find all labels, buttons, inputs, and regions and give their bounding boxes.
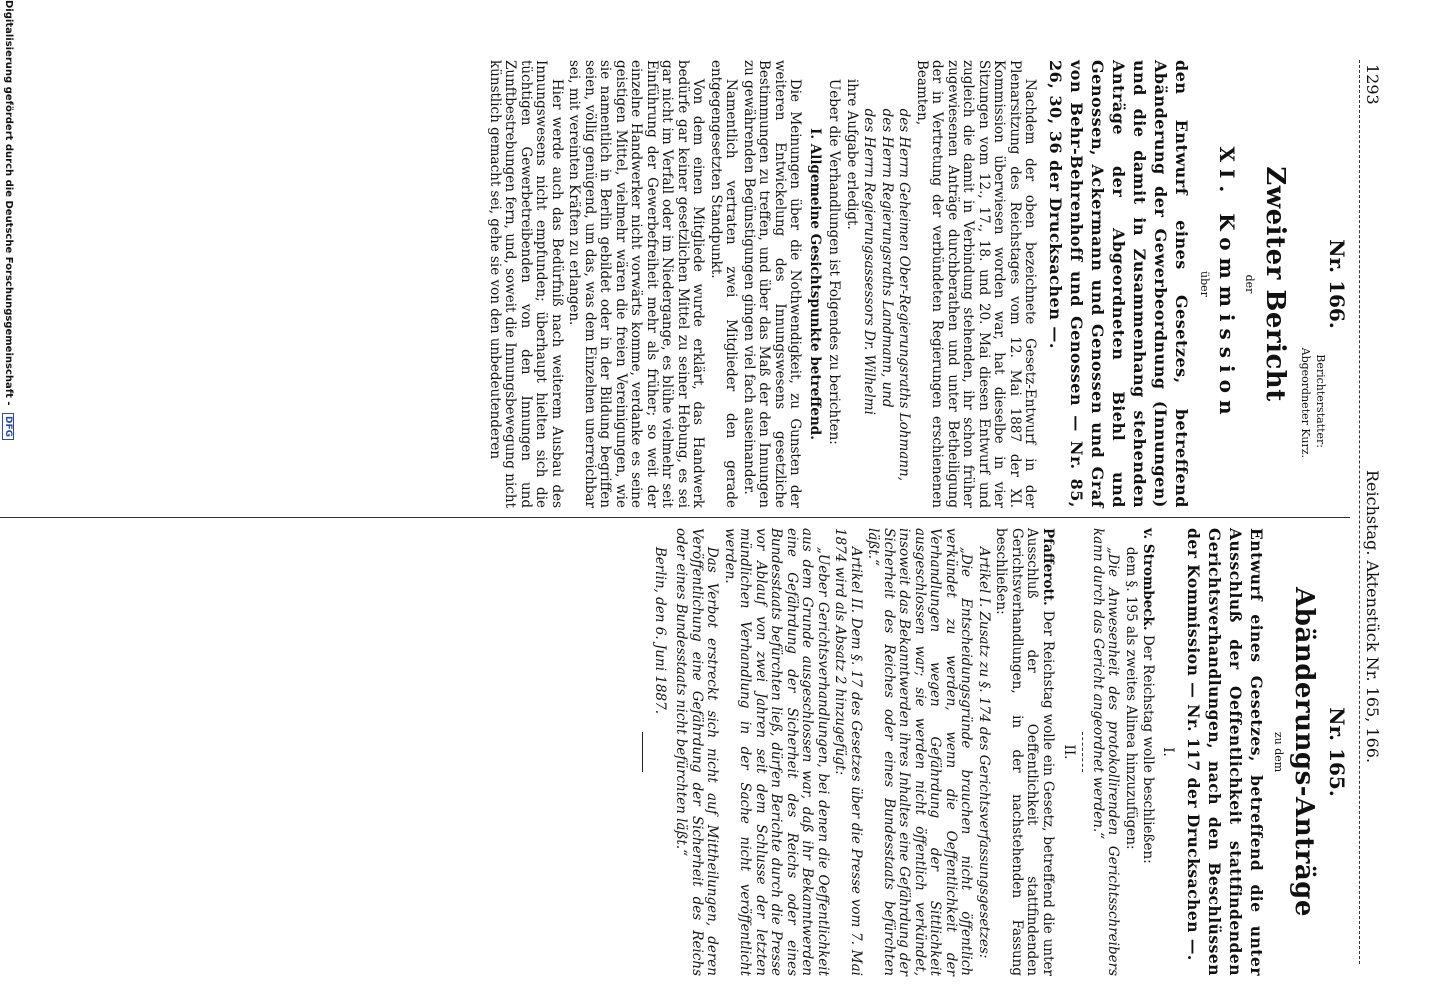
section-heading: I. Allgemeine Gesichtspunkte betreffend.: [807, 128, 823, 440]
doc166-paragraph: Die Meinungen über die Nothwendigkeit, zu Gunsten der weiteren Entwickelung des Innungswesens gesetzliche Bestimmungen zu treffen, und über das Maß der den Innungen zu gewährenden Begünstigungen gingen viel fach auseinander.: [741, 60, 804, 508]
doc165-subject: Entwurf eines Gesetzes, betreffend die unter Ausschluß der Oeffentlichkeit stattfindenden Gerichtsverhandlungen, nach den Beschlüssen der Kommission — Nr. 117 der Drucksachen —.: [1184, 528, 1266, 976]
digitization-text: Digitalisierung gefördert durch die Deutsche Forschungsgemeinschaft -: [3, 0, 14, 406]
motion-text: dem §. 195 als zweites Alinea hinzuzufügen:: [1123, 546, 1139, 850]
doc166-paragraph: Von dem einen Mitgliede wurde erklärt, das Handwerk bedürfe gar keiner gesetzlichen Mittel zu seiner Hebung, es sei gar nicht im Verfall oder im Niedergange, es blühe vielmehr seit Einführung der Gewerbefreiheit mehr als früher; so weit der einzelne Handwerker nicht vorwärts komme, verdanke es seine geistigen Mittel, vielmehr wären die freien Vereinigungen, wie sie namentlich in Berlin gebildet oder in der Bildung begriffen seien, völlig genügend, um das, was dem Einzelnen unerreichbar sei, mit vereinten Kräften zu erlangen.: [566, 60, 707, 508]
article-quote: „Die Entscheidungsgründe brauchen nicht öffentlich verkündet zu werden, wenn die Oeffentlichkeit der Verhandlungen wegen Gefährdung der Sittlichkeit ausgeschlossen war; sie werden nicht öffentlich verkündet, insoweit das Bekanntwerden ihres Inhaltes eine Gefährdung der Sicherheit des Reiches oder eines Bundesstaats befürchten läßt.“: [865, 528, 975, 976]
doc165-title: Abänderungs-Anträge: [1289, 587, 1320, 917]
closing-rule: [643, 732, 644, 772]
digitization-note: [2, 0, 14, 1000]
mover-name: v. Strombeck.: [1140, 528, 1157, 631]
reporter-name: Abgeordneter Kurz.: [1299, 347, 1312, 458]
article-quote: Das Verbot erstreckt sich nicht auf Mittheilungen, deren Veröffentlichung eine Gefährdung der Sicherheit des Reichs oder eines Bundesstaats nicht befürchten läßt.“: [673, 528, 721, 976]
article-heading: Artikel I. Zusatz zu §. 174 des Gerichtsverfassungsgesetzes:: [976, 546, 992, 959]
page-number: 1293: [1363, 64, 1382, 105]
motion-text: Der Reichstag wolle beschließen:: [1140, 634, 1157, 864]
doc166-paragraph: Namentlich vertraten zwei Mitglieder den gerade entgegengesetzten Standpunkt.: [708, 60, 740, 508]
mover-name: Pfafferott.: [1040, 528, 1056, 606]
doc166-title: Zweiter Bericht: [1260, 166, 1291, 402]
document-165: [635, 528, 1349, 976]
doc166-ueber: über: [1198, 271, 1211, 297]
doc166-der: der: [1243, 274, 1257, 294]
article-quote: „Ueber Gerichtsverhandlungen, bei denen die Oeffentlichkeit aus dem Grunde ausgeschlossen war, daß ihr Bekanntwerden eine Gefährdung der Sicherheit des Reichs oder eines Bundesstaats befürchten ließ, dürfen Berichte durch die Presse vor Ablauf von zwei Jahren seit dem Schlusse der letzten mündlichen Verhandlung in der Sache nicht veröffentlicht werden.: [722, 528, 831, 976]
doc165-number: Nr. 165.: [1325, 707, 1349, 797]
doc166-paragraph: Ueber die Verhandlungen ist Folgendes zu berichten:: [826, 78, 843, 445]
doc166-number: Nr. 166.: [1325, 239, 1349, 329]
doc166-subject: den Entwurf eines Gesetzes, betreffend Abänderung der Gewerbeordnung (Innungen) und die damit in Zusammenhang stehenden Anträge der Abgeordneten Biehl und Genossen, Ackermann und Genossen und Graf von Behr-Behrenhoff und Genossen — Nr. 85, 26, 30, 36 der Drucksachen —.: [1046, 60, 1192, 508]
reporter-label: Berichterstatter:: [1314, 354, 1328, 448]
header-rule: [1359, 60, 1360, 964]
commission-name: XI. Kommission: [1215, 146, 1239, 422]
dfg-logo: DFG: [2, 413, 14, 440]
doc166-paragraph: Hier werde auch das Bedürfniß nach weiterem Ausbau des Innungswesens nicht empfunden; überhaupt hielten sich die tüchtigen Gewerbetreibenden von den Innungen und Zunftbestrebungen fern, und, soweit die Innungsbewegung nicht künstlich gemacht sei, gehe sie von den unbedeutenderen: [487, 60, 565, 508]
motion-text: Der Reichstag wolle ein Gesetz, betreffend die unter Ausschluß der Oeffentlichkeit stattfindenden Gerichtsverhandlungen, in der nachstehenden Fassung beschließen:: [993, 528, 1056, 976]
official-line: des Herrn Regierungsraths Landmann, und: [879, 108, 895, 408]
place-date: Berlin, den 6. Juni 1887.: [652, 546, 668, 715]
article-heading: Artikel II. Dem §. 17 des Gesetzes über die Presse vom 7. Mai 1874 wird als Absatz 2 hinzugefügt:: [832, 528, 864, 976]
doc165-zu-dem: zu dem: [1272, 731, 1286, 773]
doc166-paragraph: ihre Aufgabe erledigt.: [844, 78, 860, 230]
official-line: des Herrn Geheimen Ober-Regierungsraths Lohmann,: [896, 108, 913, 482]
column-divider: [0, 517, 1350, 518]
official-line: des Herrn Regierungsassessors Dr. Wilhelmi: [861, 108, 878, 415]
document-166: [485, 60, 1349, 508]
section-numeral: I.: [1160, 747, 1176, 757]
doc166-paragraph: Nachdem der oben bezeichnete Gesetz-Entwurf in der Plenarsitzung des Reichstages vom 12. Mai 1887 der XI. Kommission überwiesen worden war, hat dieselbe in vier Sitzungen vom 12., 17., 18. und 20. Mai diesen Entwurf und zugleich die damit in Verbindung stehenden, ihr schon früher zugewiesenen Anträge durchberathen und unter Betheiligung der in Vertretung der verbündeten Regierungen erschienenen Beamten,: [914, 60, 1039, 508]
running-title: Reichstag. Aktenstück Nr. 165, 166.: [1363, 470, 1382, 764]
section-numeral: II.: [1061, 744, 1078, 760]
motion-quote: „Die Anwesenheit des protokollirenden Gerichtsschreibers kann durch das Gericht angeordnet werden.“: [1090, 528, 1122, 976]
section-separator: [1083, 732, 1084, 772]
